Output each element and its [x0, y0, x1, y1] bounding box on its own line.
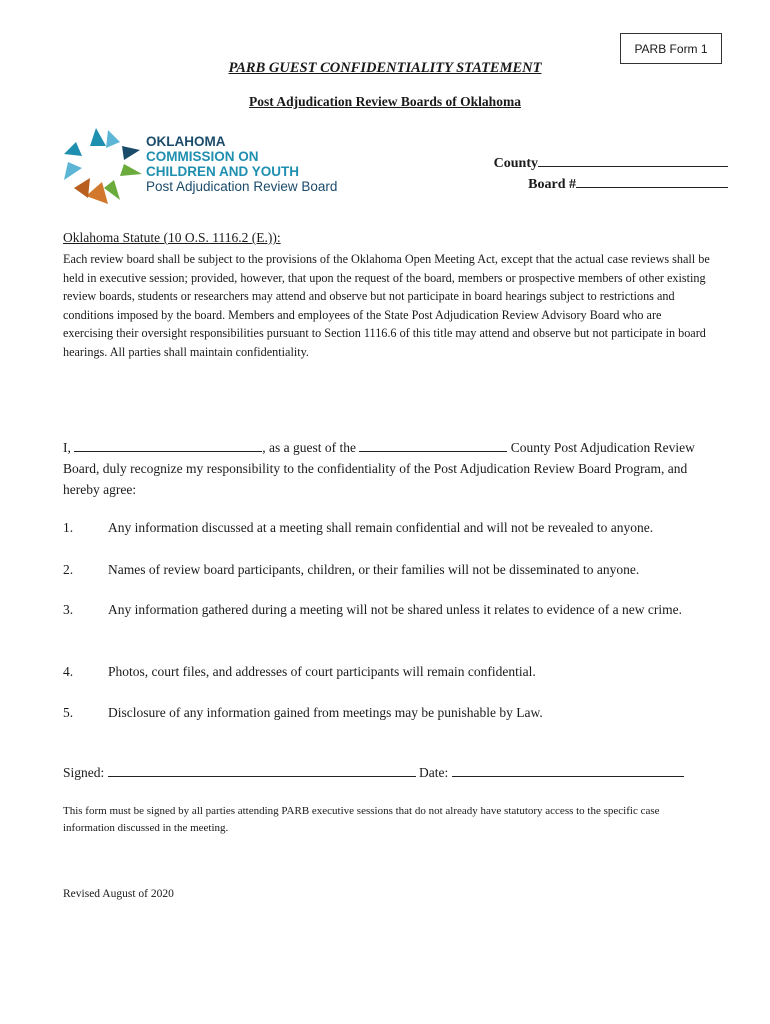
logo-line-parb: Post Adjudication Review Board [146, 179, 338, 194]
item-text: Disclosure of any information gained from meetings may be punishable by Law. [108, 705, 543, 720]
item-number: 1. [63, 520, 74, 535]
list-item [63, 600, 733, 620]
list-item [63, 560, 733, 580]
star-emblem-icon [62, 126, 146, 206]
signature-blank[interactable] [108, 764, 416, 777]
pledge-county-blank[interactable] [359, 439, 507, 452]
item-text: Any information discussed at a meeting shall remain confidential and will not be revealed to anyone. [108, 520, 654, 535]
signature-line [63, 764, 684, 781]
pledge-paragraph [63, 437, 723, 500]
footnote: This form must be signed by all parties attending PARB executive sessions that do not already have statutory access to the specific case information discussed in the meeting. [63, 805, 660, 834]
logo-text [146, 134, 337, 194]
statute-text: Each review board shall be subject to the provisions of the Oklahoma Open Meeting Act, except that the actual case reviews shall be held in executive session; provided, however, that upon the request of the board, members or prospective members of other existing review boards, students or researchers may attend and observe but not participate in board hearings subject to restrictions and conditions imposed by the board. Members and employees of the State Post Adjudication Review Advisory Board who are exercising their oversight responsibilities pursuant to Section 1116.6 of this title may attend and observe but not participate in board hearings. All parties shall maintain confidentiality. [63, 252, 710, 359]
item-number: 4. [63, 664, 74, 679]
signed-label: Signed: [63, 765, 105, 780]
list-item [63, 518, 733, 538]
pledge-part-2: , as a guest of the [262, 440, 360, 455]
county-blank[interactable] [538, 154, 728, 167]
county-field[interactable] [488, 154, 728, 172]
logo-line-children: CHILDREN AND YOUTH [146, 164, 300, 179]
date-blank[interactable] [452, 764, 684, 777]
statute-heading: Oklahoma Statute (10 O.S. 1116.2 (E.)): [63, 230, 281, 245]
list-item [63, 703, 733, 723]
document-title: PARB GUEST CONFIDENTIALITY STATEMENT [228, 60, 542, 76]
board-label: Board # [528, 177, 576, 192]
logo-line-commission: COMMISSION ON [146, 149, 259, 164]
county-label: County [493, 156, 538, 171]
item-number: 3. [63, 602, 74, 617]
item-text: Photos, court files, and addresses of court participants will remain confidential. [108, 664, 536, 679]
item-number: 2. [63, 562, 74, 577]
logo-line-oklahoma: OKLAHOMA [146, 134, 226, 149]
item-text: Any information gathered during a meeting will not be shared unless it relates to evidence of a new crime. [108, 602, 682, 617]
board-blank[interactable] [576, 175, 728, 188]
guest-name-blank[interactable] [74, 439, 262, 452]
pledge-part-3: County Post Adjudication Review Board, duly recognize my responsibility to the confidentiality of the Post Adjudication Review Board Program, and hereby agree: [63, 440, 695, 497]
document-subtitle: Post Adjudication Review Boards of Oklahoma [249, 94, 521, 109]
revision-date: Revised August of 2020 [63, 888, 174, 900]
date-label: Date: [419, 765, 449, 780]
item-number: 5. [63, 705, 74, 720]
list-item [63, 662, 733, 682]
pledge-part-1: I, [63, 440, 75, 455]
item-text: Names of review board participants, children, or their families will not be disseminated to anyone. [108, 562, 640, 577]
board-field[interactable] [488, 175, 728, 193]
form-number-tag: PARB Form 1 [620, 33, 722, 64]
